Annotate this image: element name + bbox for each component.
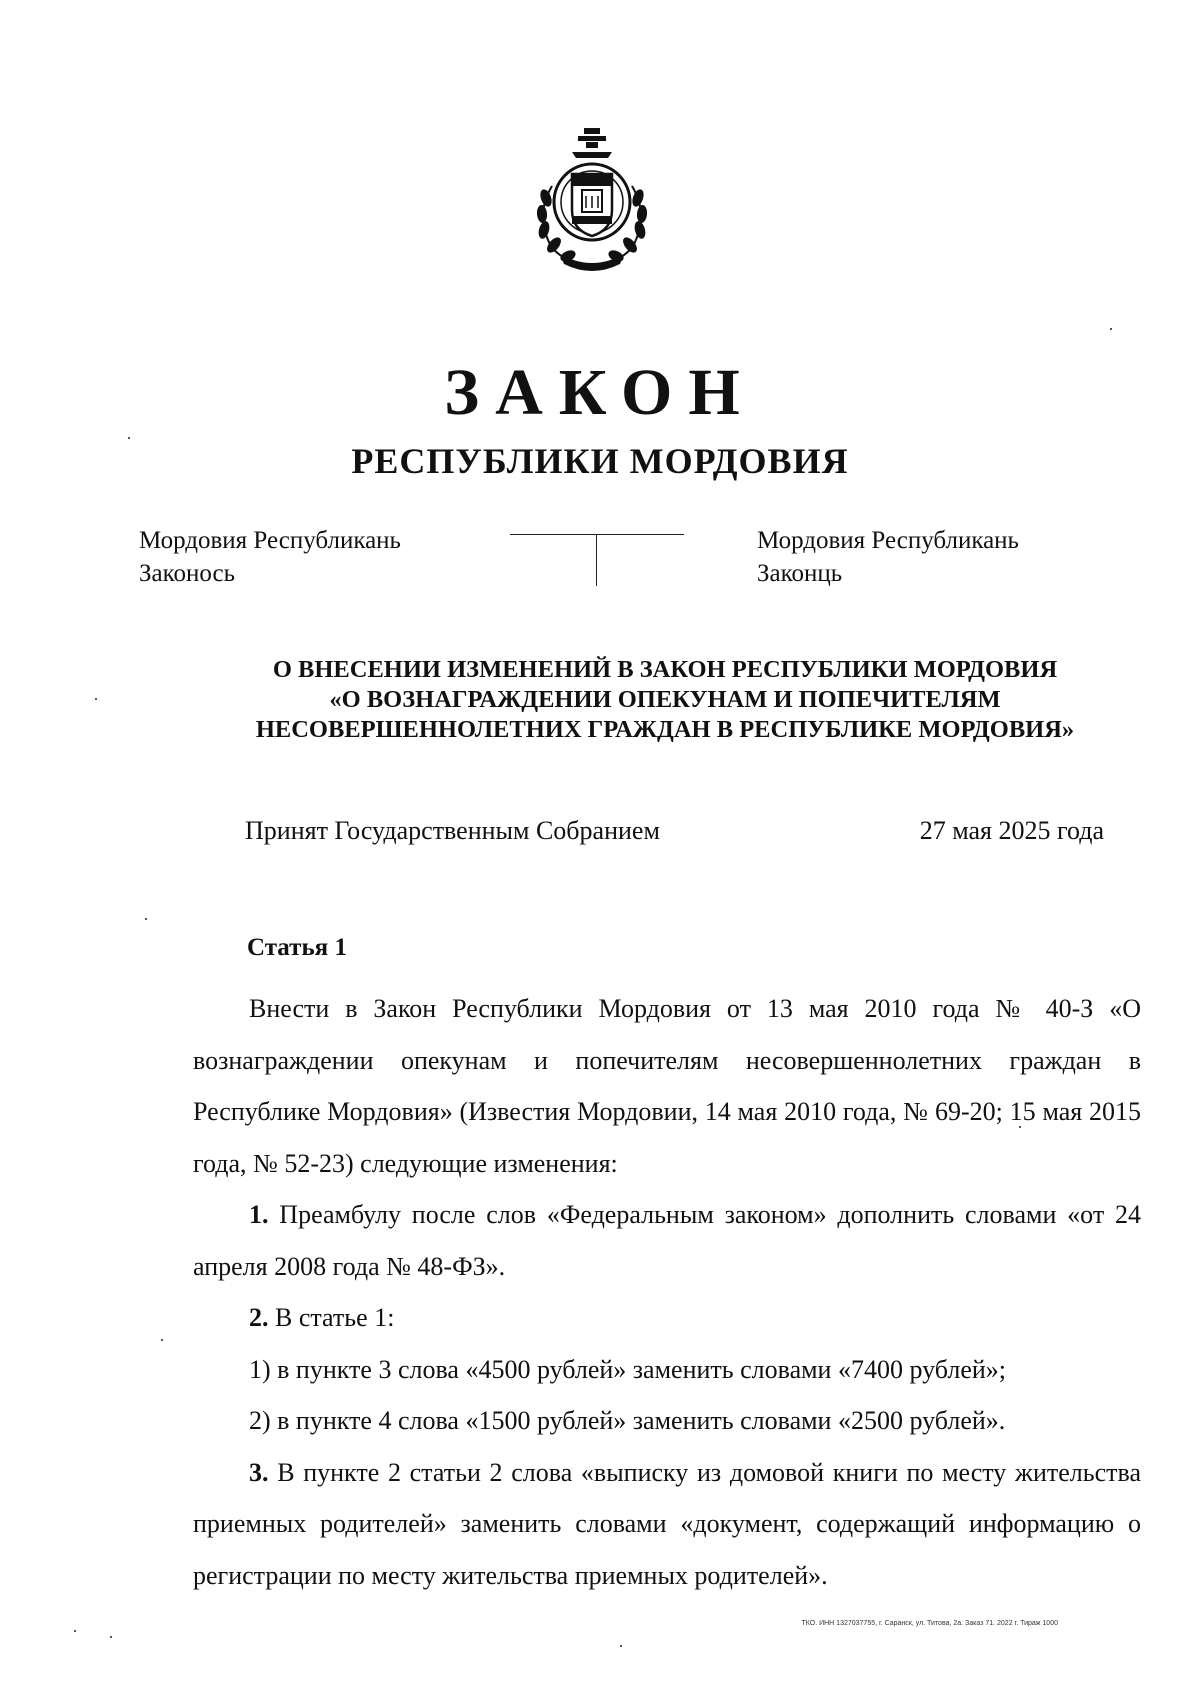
article-item-3 xyxy=(193,1447,1141,1602)
article-item-2-text: В статье 1: xyxy=(268,1303,395,1332)
article-item-3-number: 3. xyxy=(249,1457,269,1487)
article-item-1-number: 1. xyxy=(249,1200,269,1229)
document-title: ЗАКОН xyxy=(444,356,756,429)
article-item-3-text: В пункте 2 статьи 2 слова «выписку из домовой книги по месту жительства приемных родителей» заменить словами «документ, содержащий информацию о регистрации по месту жительства приемных родителей». xyxy=(193,1457,1141,1590)
article-item-2 xyxy=(193,1292,1141,1344)
article-body xyxy=(193,983,1141,1601)
article-intro: Внести в Закон Республики Мордовия от 13 мая 2010 года № 40-З «О вознаграждении опекунам и попечителям несовершеннолетних граждан в Республике Мордовия» (Известия Мордовии, 14 мая 2010 года, № 69-20; 15 мая 2015 года, № 52-23) следующие изменения: xyxy=(193,994,1141,1178)
law-label-erzya-line1: Мордовия Республикань xyxy=(757,527,1019,554)
law-subject-line3: НЕСОВЕРШЕННОЛЕТНИХ ГРАЖДАН В РЕСПУБЛИКЕ МОРДОВИЯ» xyxy=(255,716,1075,743)
law-number-line xyxy=(510,534,684,535)
article-item-1-text: Преамбулу после слов «Федеральным законом» дополнить словами «от 24 апреля 2008 года № 48-ФЗ». xyxy=(193,1200,1141,1281)
adoption-date: 27 мая 2025 года xyxy=(919,816,1104,845)
law-label-moksha xyxy=(139,524,401,590)
document-subtitle: РЕСПУБЛИКИ МОРДОВИЯ xyxy=(351,441,849,481)
law-subject-line2: «О ВОЗНАГРАЖДЕНИИ ОПЕКУНАМ И ПОПЕЧИТЕЛЯМ xyxy=(329,686,1001,713)
law-label-erzya xyxy=(757,524,1019,590)
law-label-moksha-line1: Мордовия Республикань xyxy=(139,527,401,554)
law-subject-line1: О ВНЕСЕНИИ ИЗМЕНЕНИЙ В ЗАКОН РЕСПУБЛИКИ МОРДОВИЯ xyxy=(272,656,1058,683)
article-heading: Статья 1 xyxy=(247,934,347,961)
article-item-1 xyxy=(193,1189,1141,1292)
article-item-2-sub-2: 2) в пункте 4 слова «1500 рублей» заменить словами «2500 рублей». xyxy=(249,1406,1006,1435)
adoption-label: Принят Государственным Собранием xyxy=(245,816,660,845)
article-item-2-sub-1: 1) в пункте 3 слова «4500 рублей» заменить словами «7400 рублей»; xyxy=(249,1354,1007,1384)
law-label-erzya-line2: Законць xyxy=(757,560,843,587)
article-item-2-number: 2. xyxy=(249,1303,269,1332)
coat-of-arms-icon xyxy=(522,126,662,276)
print-imprint: ТКО. ИНН 1327037755, г. Саранск, ул. Титова, 2а. Заказ 71. 2022 г. Тираж 1000 xyxy=(801,1620,1058,1627)
law-number-divider xyxy=(596,534,597,586)
law-subject-title xyxy=(200,655,1130,745)
law-number-box xyxy=(510,530,684,586)
law-label-moksha-line2: Законось xyxy=(139,560,235,587)
